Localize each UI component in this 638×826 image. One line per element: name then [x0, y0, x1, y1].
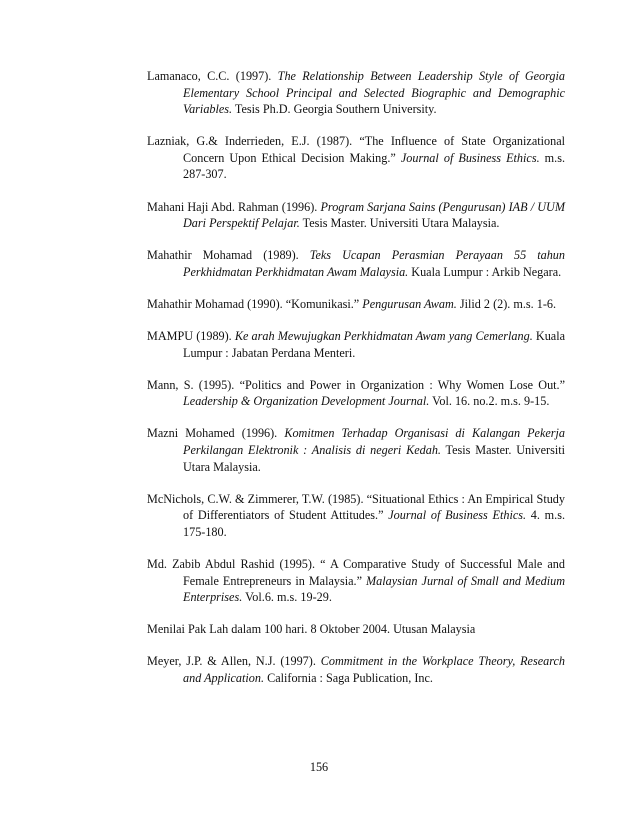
- reference-text: Jilid 2 (2). m.s. 1-6.: [456, 296, 557, 311]
- reference-entry: [147, 133, 565, 183]
- reference-title: Program Sarjana Sains (Pengurusan) IAB / UUM Dari Perspektif Pelajar.: [183, 199, 565, 231]
- reference-entry: [147, 296, 565, 313]
- reference-entry: [147, 653, 565, 686]
- reference-entry: [147, 247, 565, 280]
- reference-text: Mahathir Mohamad (1990). “Komunikasi.”: [147, 296, 363, 311]
- reference-entry: [147, 425, 565, 475]
- reference-text: California : Saga Publication, Inc.: [264, 670, 433, 685]
- reference-title: Malaysian Jurnal of Small and Medium Enterprises.: [183, 573, 565, 605]
- reference-title: Pengurusan Awam.: [362, 296, 457, 311]
- reference-text: m.s. 287-307.: [183, 150, 566, 182]
- reference-list: [147, 68, 565, 702]
- reference-text: Mann, S. (1995). “Politics and Power in Organization : Why Women Lose Out.”: [147, 377, 565, 392]
- reference-entry: [147, 491, 565, 541]
- reference-entry: [147, 556, 565, 606]
- reference-text: Mahathir Mohamad (1989).: [147, 248, 310, 263]
- reference-title: Teks Ucapan Perasmian Perayaan 55 tahun Perkhidmatan Perkhidmatan Awam Malaysia.: [183, 248, 565, 279]
- reference-text: 4. m.s. 175-180.: [183, 508, 565, 539]
- reference-text: Kuala Lumpur : Arkib Negara.: [408, 264, 562, 279]
- reference-entry: [147, 621, 565, 638]
- reference-entry: [147, 377, 565, 410]
- reference-text: Kuala Lumpur : Jabatan Perdana Menteri.: [183, 329, 565, 360]
- reference-text: Tesis Master. Universiti Utara Malaysia.: [299, 216, 500, 231]
- reference-text: McNichols, C.W. & Zimmerer, T.W. (1985). “Situational Ethics : An Empirical Study of Differentiators of Student Attitudes.”: [147, 491, 565, 523]
- reference-text: Vol. 16. no.2. m.s. 9-15.: [429, 394, 550, 409]
- reference-title: Leadership & Organization Development Journal.: [183, 394, 430, 409]
- reference-text: Lamanaco, C.C. (1997).: [147, 69, 278, 83]
- reference-title: The Relationship Between Leadership Style of Georgia Elementary School Principal and Selected Biographic and Demographic Variables.: [183, 69, 565, 117]
- reference-title: Journal of Business Ethics.: [388, 508, 527, 523]
- page-number: 156: [309, 760, 329, 774]
- reference-title: Commitment in the Workplace Theory, Research and Application.: [183, 654, 565, 685]
- reference-title: Komitmen Terhadap Organisasi di Kalangan Pekerja Perkilangan Elektronik : Analisis di negeri Kedah.: [183, 426, 566, 457]
- reference-entry: [147, 68, 565, 118]
- reference-title: Journal of Business Ethics.: [400, 150, 540, 165]
- reference-text: Vol.6. m.s. 19-29.: [242, 590, 332, 605]
- reference-entry: [147, 328, 565, 361]
- reference-text: Menilai Pak Lah dalam 100 hari. 8 Oktober 2004. Utusan Malaysia: [147, 622, 476, 637]
- reference-text: Tesis Ph.D. Georgia Southern University.: [232, 102, 437, 117]
- reference-text: Md. Zabib Abdul Rashid (1995). “ A Comparative Study of Successful Male and Female Entrepreneurs in Malaysia.”: [147, 556, 565, 588]
- reference-text: Meyer, J.P. & Allen, N.J. (1997).: [147, 654, 321, 669]
- reference-title: Ke arah Mewujugkan Perkhidmatan Awam yang Cemerlang.: [234, 329, 533, 344]
- reference-text: Tesis Master. Universiti Utara Malaysia.: [183, 443, 565, 474]
- reference-text: Mahani Haji Abd. Rahman (1996).: [147, 199, 321, 214]
- reference-text: Lazniak, G.& Inderrieden, E.J. (1987). “The Influence of State Organizational Concern Upon Ethical Decision Making.”: [147, 134, 565, 165]
- reference-entry: [147, 199, 565, 232]
- reference-text: MAMPU (1989).: [147, 329, 235, 344]
- reference-text: Mazni Mohamed (1996).: [147, 426, 285, 441]
